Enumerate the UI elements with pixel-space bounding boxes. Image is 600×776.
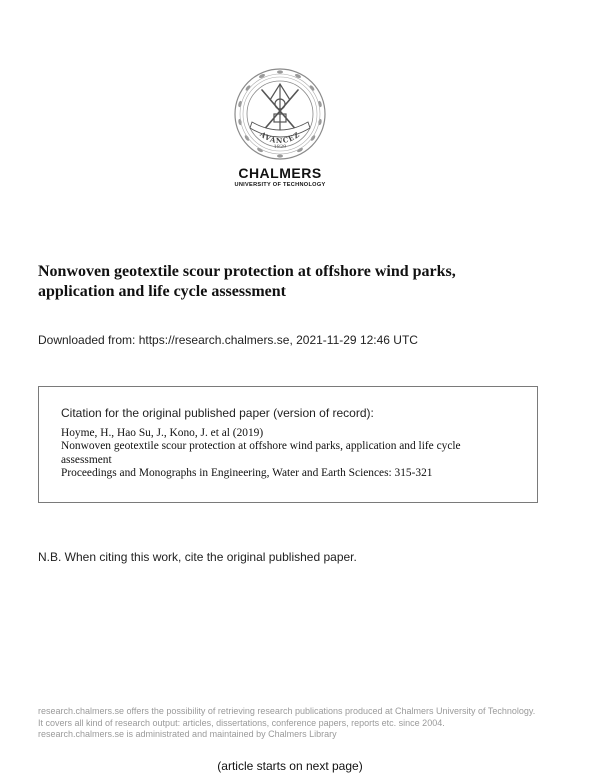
citation-title-line-2: assessment [61, 453, 112, 466]
citation-heading: Citation for the original published paper (version of record): [61, 406, 374, 420]
university-name: CHALMERS [238, 165, 322, 181]
seal-year: 1829 [273, 144, 287, 150]
citation-notice: N.B. When citing this work, cite the original published paper. [38, 550, 357, 564]
footer-line-1: research.chalmers.se offers the possibility of retrieving research publications produced at Chalmers University of Technology. [38, 706, 536, 716]
download-info: Downloaded from: https://research.chalmers.se, 2021-11-29 12:46 UTC [38, 333, 418, 347]
university-subtitle: UNIVERSITY OF TECHNOLOGY [234, 182, 326, 188]
paper-title [38, 262, 558, 302]
citation-details [61, 427, 501, 480]
citation-source: Proceedings and Monographs in Engineering, Water and Earth Sciences: 315-321 [61, 466, 433, 479]
paper-title-line-1: Nonwoven geotextile scour protection at offshore wind parks, [38, 263, 456, 280]
university-brand [200, 165, 360, 188]
seal-motto: AVANCEZ [258, 129, 302, 146]
citation-authors: Hoyme, H., Hao Su, J., Kono, J. et al (2019) [61, 427, 264, 439]
next-page-note: (article starts on next page) [217, 759, 363, 773]
repository-footer [38, 706, 558, 741]
chalmers-seal-logo [232, 66, 328, 162]
citation-box [38, 386, 538, 503]
footer-line-3: research.chalmers.se is administrated and maintained by Chalmers Library [38, 729, 337, 739]
paper-title-line-2: application and life cycle assessment [38, 283, 286, 300]
citation-title-line-1: Nonwoven geotextile scour protection at offshore wind parks, application and life cycle [61, 440, 461, 453]
next-page-note-wrapper [0, 759, 600, 773]
footer-line-2: It covers all kind of research output: articles, dissertations, conference papers, reports etc. since 2004. [38, 717, 445, 728]
